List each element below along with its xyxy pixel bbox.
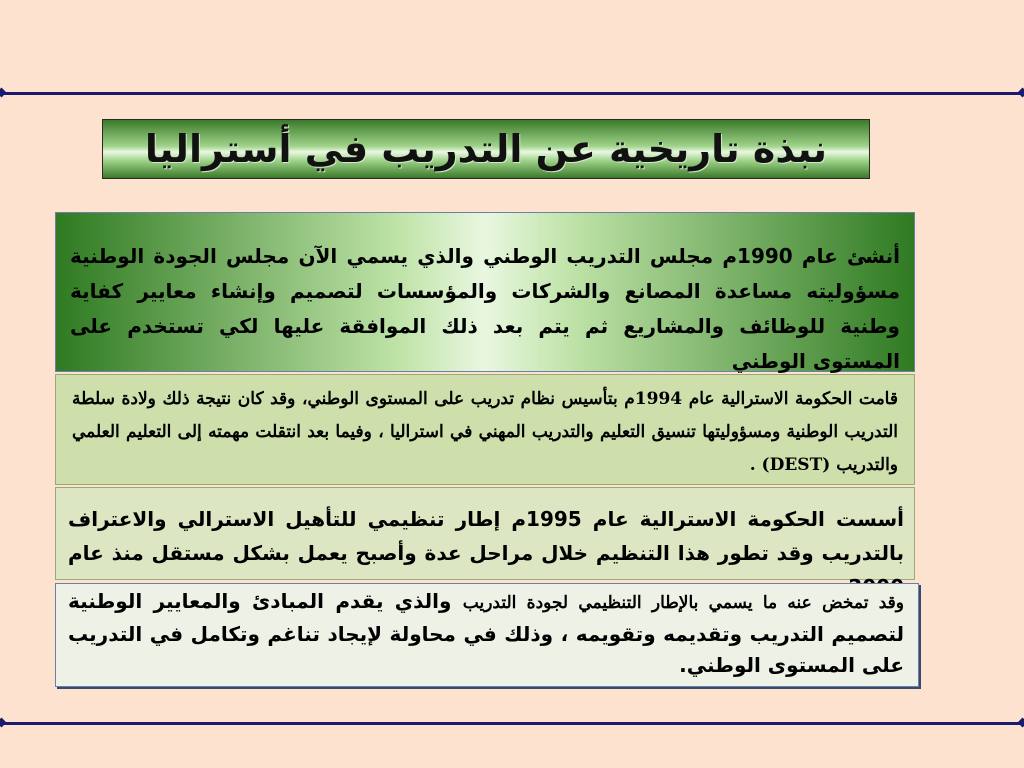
paragraph-1994	[55, 374, 915, 485]
paragraph-text: قامت الحكومة الاسترالية عام 1994م بتأسيس نظام تدريب على المستوى الوطني، وقد كان نتيجة ذلك ولادة سلطة التدريب الوطنية ومسؤوليتها تنسيق التعليم والتدريب المهني في استراليا ، وفيما بعد انتقلت مهمته إلى التعليم العلمي والتدريب (DEST) .	[72, 389, 898, 475]
divider-end-diamond	[1018, 718, 1024, 728]
divider-end-diamond	[0, 88, 6, 98]
top-divider	[0, 92, 1024, 95]
divider-end-diamond	[1018, 88, 1024, 98]
paragraph-lead-text: وقد تمخض عنه ما يسمي بالإطار التنظيمي لجودة التدريب	[462, 593, 904, 613]
paragraph-framework	[55, 583, 919, 687]
paragraph-text: أنشئ عام 1990م مجلس التدريب الوطني والذي يسمي الآن مجلس الجودة الوطنية مسؤوليته مساعدة المصانع والشركات والمؤسسات لتصميم وإنشاء معايير كفاية وطنية للوظائف والمشاريع ثم يتم بعد ذلك الموافقة عليها لكي تستخدم على المستوى الوطني	[70, 244, 901, 373]
page-title: نبذة تاريخية عن التدريب في أستراليا	[144, 127, 828, 171]
paragraph-text: أسست الحكومة الاسترالية عام 1995م إطار تنظيمي للتأهيل الاسترالي والاعتراف بالتدريب وقد تطور هذا التنظيم خلال مراحل عدة وأصبح يعمل بشكل مستقل منذ عام	[68, 507, 904, 565]
divider-end-diamond	[0, 718, 6, 728]
bottom-divider	[0, 722, 1024, 725]
paragraph-text: والذي يقدم المبادئ والمعايير الوطنية لتصميم التدريب وتقديمه وتقويمه ، وذلك في محاولة لإيجاد تناغم وتكامل في التدريب على المستوى الوطني.	[68, 589, 904, 677]
paragraph-1990	[55, 212, 915, 372]
paragraph-1995	[55, 487, 915, 580]
title-banner	[102, 119, 870, 179]
